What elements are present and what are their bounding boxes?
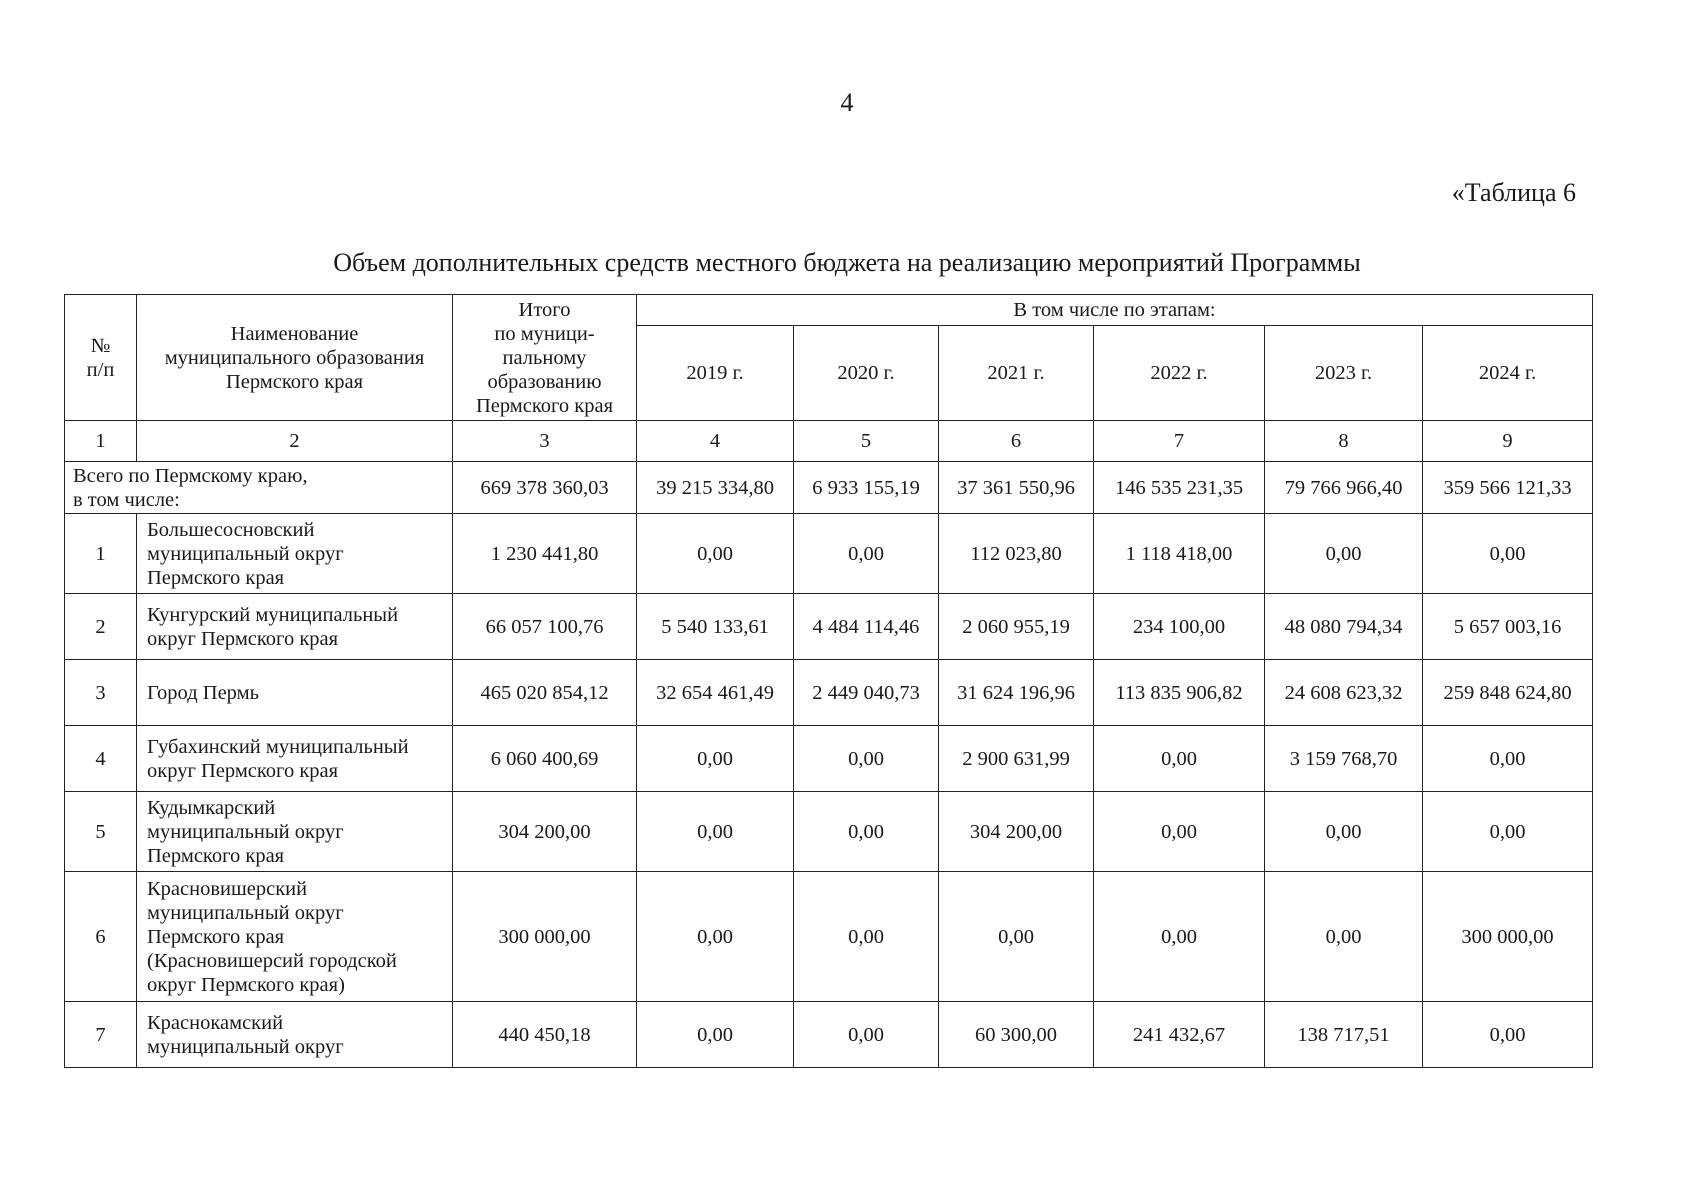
header-total: Итого по муници- пальному образованию Пермского края: [453, 295, 637, 421]
column-number: 7: [1094, 421, 1265, 462]
row-value: 0,00: [1265, 872, 1423, 1002]
row-value: 0,00: [637, 792, 794, 872]
row-value: 0,00: [1265, 514, 1423, 594]
row-value: 48 080 794,34: [1265, 594, 1423, 660]
total-value: 359 566 121,33: [1423, 462, 1593, 514]
row-value: 0,00: [1094, 792, 1265, 872]
column-number: 5: [794, 421, 939, 462]
column-number: 6: [939, 421, 1094, 462]
column-number: 1: [65, 421, 137, 462]
row-value: 0,00: [794, 726, 939, 792]
column-number: 8: [1265, 421, 1423, 462]
row-value: 300 000,00: [453, 872, 637, 1002]
table-title: Объем дополнительных средств местного бюджета на реализацию мероприятий Программы: [333, 248, 1361, 277]
table-row: [65, 514, 1593, 594]
row-number: 3: [65, 660, 137, 726]
row-value: 1 230 441,80: [453, 514, 637, 594]
row-value: 259 848 624,80: [1423, 660, 1593, 726]
row-value: 241 432,67: [1094, 1002, 1265, 1068]
table-row: [65, 1002, 1593, 1068]
total-label: Всего по Пермскому краю, в том числе:: [65, 462, 453, 514]
page-number: 4: [840, 88, 854, 117]
header-name: Наименование муниципального образования Пермского края: [137, 295, 453, 421]
row-value: 0,00: [794, 792, 939, 872]
row-name: Кудымкарский муниципальный округ Пермского края: [137, 792, 453, 872]
row-number: 5: [65, 792, 137, 872]
table-row: [65, 726, 1593, 792]
row-value: 60 300,00: [939, 1002, 1094, 1068]
row-value: 6 060 400,69: [453, 726, 637, 792]
row-value: 0,00: [794, 514, 939, 594]
total-value: 37 361 550,96: [939, 462, 1094, 514]
row-value: 0,00: [1423, 792, 1593, 872]
row-value: 0,00: [1423, 514, 1593, 594]
row-value: 31 624 196,96: [939, 660, 1094, 726]
header-year-1: 2020 г.: [794, 326, 939, 421]
row-value: 0,00: [1423, 726, 1593, 792]
row-value: 24 608 623,32: [1265, 660, 1423, 726]
row-value: 440 450,18: [453, 1002, 637, 1068]
column-number: 4: [637, 421, 794, 462]
table-row: [65, 594, 1593, 660]
row-name: Кунгурский муниципальный округ Пермского края: [137, 594, 453, 660]
header-stages: В том числе по этапам:: [637, 295, 1593, 326]
header-year-3: 2022 г.: [1094, 326, 1265, 421]
budget-table: [64, 294, 1593, 1068]
row-value: 113 835 906,82: [1094, 660, 1265, 726]
table-label: «Таблица 6: [1451, 178, 1576, 207]
row-value: 0,00: [1094, 726, 1265, 792]
row-number: 6: [65, 872, 137, 1002]
table-body: [65, 295, 1593, 1068]
column-number: 9: [1423, 421, 1593, 462]
column-number: 2: [137, 421, 453, 462]
header-year-5: 2024 г.: [1423, 326, 1593, 421]
column-number: 3: [453, 421, 637, 462]
row-value: 0,00: [1265, 792, 1423, 872]
row-value: 32 654 461,49: [637, 660, 794, 726]
table-row: [65, 872, 1593, 1002]
row-value: 112 023,80: [939, 514, 1094, 594]
table-row: [65, 660, 1593, 726]
header-year-4: 2023 г.: [1265, 326, 1423, 421]
row-name: Красновишерский муниципальный округ Пермского края (Красновишерсий городской округ Пермского края): [137, 872, 453, 1002]
row-name: Краснокамский муниципальный округ: [137, 1002, 453, 1068]
row-number: 2: [65, 594, 137, 660]
row-value: 2 449 040,73: [794, 660, 939, 726]
row-number: 7: [65, 1002, 137, 1068]
row-value: 0,00: [1423, 1002, 1593, 1068]
table-row: [65, 792, 1593, 872]
row-value: 0,00: [637, 872, 794, 1002]
header-num: № п/п: [65, 295, 137, 421]
total-value: 79 766 966,40: [1265, 462, 1423, 514]
row-value: 0,00: [794, 872, 939, 1002]
column-numbers-row: [65, 421, 1593, 462]
row-value: 300 000,00: [1423, 872, 1593, 1002]
row-value: 0,00: [637, 726, 794, 792]
row-name: Большесосновский муниципальный округ Пермского края: [137, 514, 453, 594]
row-name: Город Пермь: [137, 660, 453, 726]
row-value: 0,00: [1094, 872, 1265, 1002]
row-number: 1: [65, 514, 137, 594]
row-value: 234 100,00: [1094, 594, 1265, 660]
row-value: 5 540 133,61: [637, 594, 794, 660]
header-row: [65, 295, 1593, 326]
row-value: 1 118 418,00: [1094, 514, 1265, 594]
total-value: 146 535 231,35: [1094, 462, 1265, 514]
header-year-2: 2021 г.: [939, 326, 1094, 421]
row-value: 0,00: [637, 514, 794, 594]
row-value: 5 657 003,16: [1423, 594, 1593, 660]
row-value: 3 159 768,70: [1265, 726, 1423, 792]
row-value: 304 200,00: [453, 792, 637, 872]
row-value: 4 484 114,46: [794, 594, 939, 660]
total-value: 39 215 334,80: [637, 462, 794, 514]
row-value: 465 020 854,12: [453, 660, 637, 726]
row-value: 304 200,00: [939, 792, 1094, 872]
row-value: 0,00: [637, 1002, 794, 1068]
row-value: 2 900 631,99: [939, 726, 1094, 792]
total-value: 6 933 155,19: [794, 462, 939, 514]
row-value: 0,00: [939, 872, 1094, 1002]
row-value: 2 060 955,19: [939, 594, 1094, 660]
row-number: 4: [65, 726, 137, 792]
header-year-0: 2019 г.: [637, 326, 794, 421]
total-row: [65, 462, 1593, 514]
total-value: 669 378 360,03: [453, 462, 637, 514]
row-value: 0,00: [794, 1002, 939, 1068]
row-value: 138 717,51: [1265, 1002, 1423, 1068]
row-value: 66 057 100,76: [453, 594, 637, 660]
row-name: Губахинский муниципальный округ Пермского края: [137, 726, 453, 792]
